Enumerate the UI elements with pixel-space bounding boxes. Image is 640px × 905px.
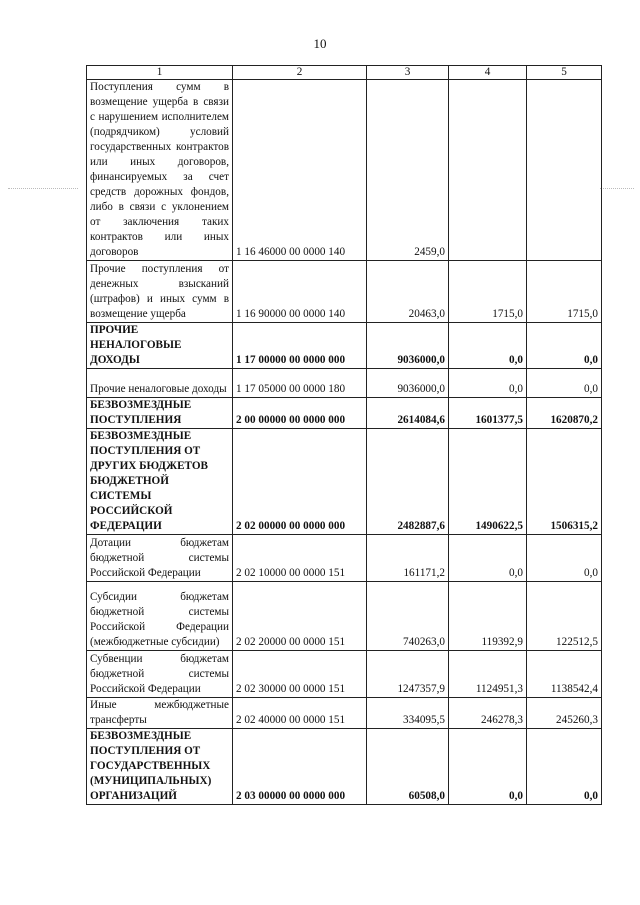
- budget-code: 2 02 30000 00 0000 151: [233, 651, 367, 698]
- table-row: [87, 582, 602, 651]
- value-col-5: 0,0: [527, 369, 602, 398]
- budget-code: 2 02 40000 00 0000 151: [233, 698, 367, 729]
- value-col-3: 9036000,0: [367, 369, 449, 398]
- value-col-5: 1620870,2: [527, 398, 602, 429]
- budget-code: 2 02 00000 00 0000 000: [233, 429, 367, 535]
- row-name: БЕЗВОЗМЕЗДНЫЕ ПОСТУПЛЕНИЯ ОТ ДРУГИХ БЮДЖЕТОВ БЮДЖЕТНОЙ СИСТЕМЫ РОССИЙСКОЙ ФЕДЕРАЦИИ: [87, 429, 233, 535]
- row-name: Иные межбюджетные трансферты: [87, 698, 233, 729]
- value-col-4: 246278,3: [449, 698, 527, 729]
- table-row: [87, 535, 602, 582]
- value-col-4: 1715,0: [449, 261, 527, 323]
- row-name: ПРОЧИЕ НЕНАЛОГОВЫЕ ДОХОДЫ: [87, 323, 233, 369]
- table-row: [87, 429, 602, 535]
- value-col-3: 740263,0: [367, 582, 449, 651]
- value-col-4: 1601377,5: [449, 398, 527, 429]
- budget-code: 1 17 05000 00 0000 180: [233, 369, 367, 398]
- value-col-4: 1124951,3: [449, 651, 527, 698]
- row-name: Субсидии бюджетам бюджетной системы Российской Федерации (межбюджетные субсидии): [87, 582, 233, 651]
- value-col-5: 0,0: [527, 323, 602, 369]
- value-col-5: 245260,3: [527, 698, 602, 729]
- value-col-3: 9036000,0: [367, 323, 449, 369]
- table-row: [87, 261, 602, 323]
- column-number: 4: [449, 66, 527, 80]
- value-col-4: 0,0: [449, 369, 527, 398]
- table-row: [87, 729, 602, 805]
- column-number: 2: [233, 66, 367, 80]
- value-col-4: 119392,9: [449, 582, 527, 651]
- column-number-row: [87, 66, 602, 80]
- row-name: Субвенции бюджетам бюджетной системы Российской Федерации: [87, 651, 233, 698]
- value-col-5: 1715,0: [527, 261, 602, 323]
- row-name: Дотации бюджетам бюджетной системы Российской Федерации: [87, 535, 233, 582]
- value-col-5: 0,0: [527, 535, 602, 582]
- value-col-4: 0,0: [449, 729, 527, 805]
- budget-code: 2 02 20000 00 0000 151: [233, 582, 367, 651]
- value-col-5: 1138542,4: [527, 651, 602, 698]
- table-row: [87, 369, 602, 398]
- value-col-4: [449, 80, 527, 261]
- value-col-3: 60508,0: [367, 729, 449, 805]
- row-name: Поступления сумм в возмещение ущерба в связи с нарушением исполнителем (подрядчиком) условий государственных контрактов или иных договоров, финансируемых за счет средств дорожных фондов, либо в связи с уклонением от заключения таких контрактов или иных договоров: [87, 80, 233, 261]
- budget-code: 1 16 46000 00 0000 140: [233, 80, 367, 261]
- value-col-4: 0,0: [449, 323, 527, 369]
- table-row: [87, 80, 602, 261]
- budget-code: 1 16 90000 00 0000 140: [233, 261, 367, 323]
- table-row: [87, 323, 602, 369]
- value-col-4: 0,0: [449, 535, 527, 582]
- value-col-3: 20463,0: [367, 261, 449, 323]
- row-name: Прочие поступления от денежных взысканий (штрафов) и иных сумм в возмещение ущерба: [87, 261, 233, 323]
- value-col-3: 2482887,6: [367, 429, 449, 535]
- scan-speckle-right: [600, 188, 634, 190]
- row-name: Прочие неналоговые доходы: [87, 369, 233, 398]
- table-row: [87, 398, 602, 429]
- scan-speckle-left: [8, 188, 78, 190]
- row-name: БЕЗВОЗМЕЗДНЫЕ ПОСТУПЛЕНИЯ ОТ ГОСУДАРСТВЕННЫХ (МУНИЦИПАЛЬНЫХ) ОРГАНИЗАЦИЙ: [87, 729, 233, 805]
- revenue-table: [86, 65, 602, 805]
- value-col-5: [527, 80, 602, 261]
- value-col-5: 0,0: [527, 729, 602, 805]
- table-row: [87, 698, 602, 729]
- budget-code: 2 02 10000 00 0000 151: [233, 535, 367, 582]
- column-number: 5: [527, 66, 602, 80]
- value-col-4: 1490622,5: [449, 429, 527, 535]
- value-col-3: 334095,5: [367, 698, 449, 729]
- value-col-5: 1506315,2: [527, 429, 602, 535]
- row-name: БЕЗВОЗМЕЗДНЫЕ ПОСТУПЛЕНИЯ: [87, 398, 233, 429]
- value-col-3: 1247357,9: [367, 651, 449, 698]
- table-row: [87, 651, 602, 698]
- value-col-3: 2614084,6: [367, 398, 449, 429]
- page-number: 10: [313, 36, 327, 51]
- column-number: 3: [367, 66, 449, 80]
- value-col-3: 2459,0: [367, 80, 449, 261]
- budget-code: 1 17 00000 00 0000 000: [233, 323, 367, 369]
- column-number: 1: [87, 66, 233, 80]
- budget-code: 2 03 00000 00 0000 000: [233, 729, 367, 805]
- value-col-3: 161171,2: [367, 535, 449, 582]
- value-col-5: 122512,5: [527, 582, 602, 651]
- budget-code: 2 00 00000 00 0000 000: [233, 398, 367, 429]
